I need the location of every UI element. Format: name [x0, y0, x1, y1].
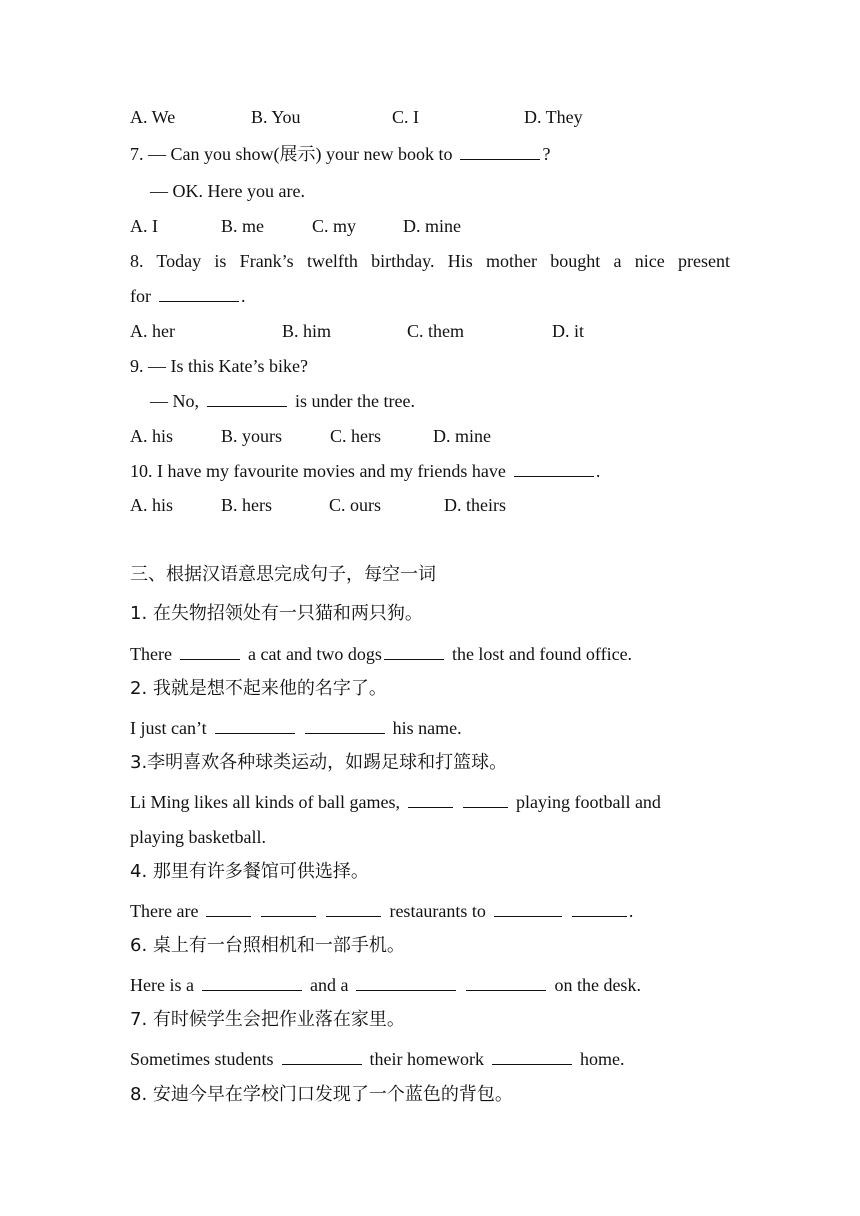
q7-answer-blank [460, 143, 540, 160]
s3-item1-text-1: There [130, 644, 172, 664]
s3-item7-chinese: 7. 有时候学生会把作业落在家里。 [130, 1009, 405, 1030]
s3-item6-english [130, 974, 730, 996]
s3-item6-blank-1 [202, 974, 302, 991]
q6-option-d: D. They [524, 107, 583, 127]
q10-option-d: D. theirs [444, 495, 506, 515]
q8-option-a: A. her [130, 321, 175, 341]
s3-item4-blank-5 [572, 900, 627, 917]
q7-reply: — OK. Here you are. [150, 181, 305, 201]
s3-item3-chinese: 3.李明喜欢各种球类运动，如踢足球和打篮球。 [130, 752, 508, 773]
s3-item7-blank-1 [282, 1048, 362, 1065]
q9-answer-blank [207, 390, 287, 407]
q10-prompt-line [130, 460, 730, 482]
s3-item2-text-2: his name. [392, 718, 462, 738]
s3-item2-chinese: 2. 我就是想不起来他的名字了。 [130, 678, 387, 699]
s3-item7-text-1: Sometimes students [130, 1049, 274, 1069]
s3-item6-chinese: 6. 桌上有一台照相机和一部手机。 [130, 935, 405, 956]
s3-item7-text-3: home. [579, 1049, 625, 1069]
s3-item4-blank-3 [326, 900, 381, 917]
s3-item4-chinese: 4. 那里有许多餐馆可供选择。 [130, 861, 369, 882]
s3-item7-text-2: their homework [369, 1049, 484, 1069]
s3-item8-chinese: 8. 安迪今早在学校门口发现了一个蓝色的背包。 [130, 1084, 513, 1105]
s3-item6-blank-3 [466, 974, 546, 991]
s3-item3-text-1: Li Ming likes all kinds of ball games, [130, 792, 400, 812]
s3-item4-blank-4 [494, 900, 562, 917]
q9-reply-start: — No, [150, 391, 199, 411]
q8-option-c: C. them [407, 321, 464, 341]
s3-item6-text-2: and a [309, 975, 349, 995]
q9-option-a: A. his [130, 426, 174, 446]
s3-item1-blank-2 [384, 643, 444, 660]
s3-item1-chinese: 1. 在失物招领处有一只猫和两只狗。 [130, 603, 423, 624]
q10-option-c: C. ours [329, 495, 382, 515]
q7-option-a: A. I [130, 216, 158, 236]
s3-item2-text-1: I just can’t [130, 718, 207, 738]
s3-item4-text-3: . [628, 901, 634, 921]
q7-end: ? [542, 144, 551, 164]
q6-option-b: B. You [251, 107, 301, 127]
s3-item3-blank-1 [408, 791, 453, 808]
q6-option-a: A. We [130, 107, 176, 127]
s3-item3-blank-2 [463, 791, 508, 808]
q9-reply-line [150, 390, 750, 412]
q9-prompt: 9. — Is this Kate’s bike? [130, 356, 308, 376]
s3-item3-english [130, 791, 730, 813]
s3-item2-english [130, 717, 730, 739]
s3-item1-text-3: the lost and found office. [451, 644, 633, 664]
q10-option-b: B. hers [221, 495, 272, 515]
section3-heading: 三、根据汉语意思完成句子，每空一词 [130, 564, 436, 585]
q8-line2-end: . [241, 286, 246, 306]
s3-item4-blank-1 [206, 900, 251, 917]
q8-line2-start: for [130, 286, 151, 306]
q10-answer-blank [514, 460, 594, 477]
s3-item7-blank-2 [492, 1048, 572, 1065]
s3-item4-text-2: restaurants to [389, 901, 486, 921]
q10-option-a: A. his [130, 495, 174, 515]
q9-option-b: B. yours [221, 426, 283, 446]
q9-reply-end: is under the tree. [295, 391, 415, 411]
s3-item3-english-cont: playing basketball. [130, 827, 266, 847]
s3-item6-text-3: on the desk. [554, 975, 641, 995]
s3-item2-blank-2 [305, 717, 385, 734]
s3-item4-blank-2 [261, 900, 316, 917]
s3-item7-english [130, 1048, 730, 1070]
s3-item1-text-2: a cat and two dogs [247, 644, 382, 664]
q9-option-d: D. mine [433, 426, 491, 446]
q7-option-d: D. mine [403, 216, 461, 236]
s3-item6-text-1: Here is a [130, 975, 194, 995]
q8-line2 [130, 285, 730, 307]
q7-prompt: 7. — Can you show(展示) your new book to [130, 144, 453, 164]
q8-line1: 8. Today is Frank’s twelfth birthday. His mother bought a nice present [130, 251, 730, 271]
q10-prompt: 10. I have my favourite movies and my friends have [130, 461, 506, 481]
s3-item6-blank-2 [356, 974, 456, 991]
q7-option-c: C. my [312, 216, 357, 236]
q8-option-b: B. him [282, 321, 332, 341]
q7-option-b: B. me [221, 216, 264, 236]
s3-item1-english [130, 643, 730, 665]
q8-answer-blank [159, 285, 239, 302]
q9-option-c: C. hers [330, 426, 381, 446]
s3-item1-blank-1 [180, 643, 240, 660]
q10-end: . [595, 461, 601, 481]
q8-option-d: D. it [552, 321, 585, 341]
q6-option-c: C. I [392, 107, 419, 127]
s3-item2-blank-1 [215, 717, 295, 734]
s3-item4-text-1: There are [130, 901, 199, 921]
q7-prompt-line [130, 143, 730, 165]
s3-item4-english [130, 900, 730, 922]
s3-item3-text-2: playing football and [515, 792, 661, 812]
